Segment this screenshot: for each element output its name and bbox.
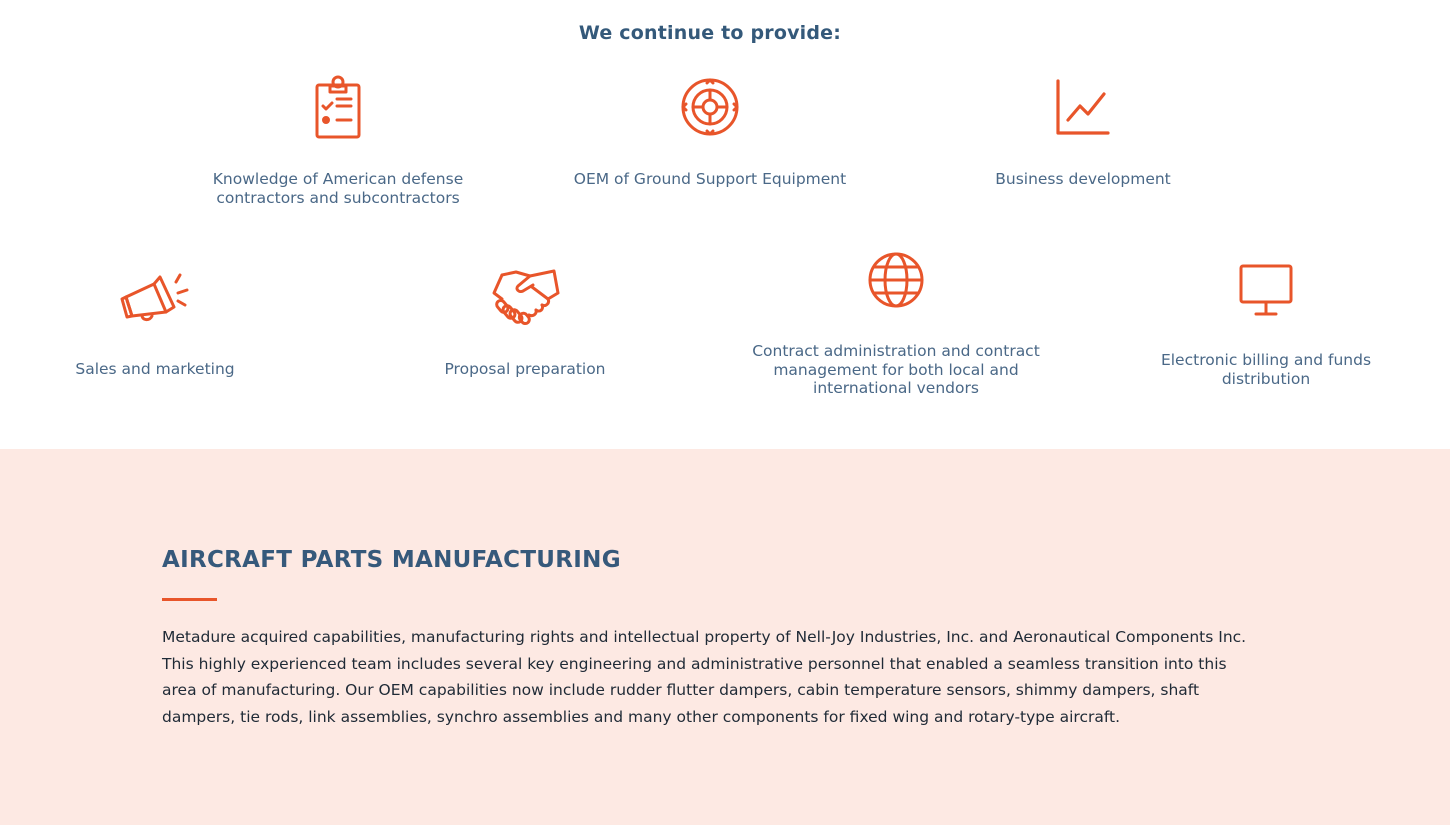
megaphone-icon [120,271,190,327]
section-body: Metadure acquired capabilities, manufacturing rights and intellectual property of Nell-Joy Industries, Inc. and Aeronautical Components Inc. This highly experienced team includes several key engineering and administrative personnel that enabled a seamless transition into this area of manufacturing. Our OEM capabilities now include rudder flutter dampers, cabin temperature sensors, shimmy dampers, shaft dampers, tie rods, link assemblies, synchro assemblies and many other components for fixed wing and rotary-type aircraft. [162,628,1247,726]
feature-defense-knowledge [178,70,498,210]
feature-label: Contract administration and contract management for both local and international vendors [752,342,1040,397]
section-title: AIRCRAFT PARTS MANUFACTURING [162,547,621,573]
line-chart-icon [1054,78,1112,136]
feature-label: Knowledge of American defense contractors and subcontractors [212,170,464,207]
feature-proposal-preparation [370,255,680,395]
feature-label: Business development [995,170,1171,188]
feature-sales-marketing [0,255,310,395]
feature-label: Sales and marketing [75,360,235,378]
section-heading: We continue to provide: [578,22,842,44]
feature-label: Proposal preparation [444,360,606,378]
feature-oem-ground-support [550,70,870,210]
feature-electronic-billing [1130,255,1402,395]
clipboard-checklist-icon [313,75,363,139]
feature-label: OEM of Ground Support Equipment [573,170,847,188]
handshake-icon [490,267,560,329]
feature-label: Electronic billing and funds distribution [1160,351,1372,388]
globe-icon [868,251,924,309]
monitor-icon [1238,263,1294,317]
aircraft-parts-section [0,449,1450,825]
accent-divider [162,598,217,601]
feature-contract-administration [735,245,1057,405]
tire-wheel-icon [679,76,741,138]
feature-business-development [923,70,1243,210]
